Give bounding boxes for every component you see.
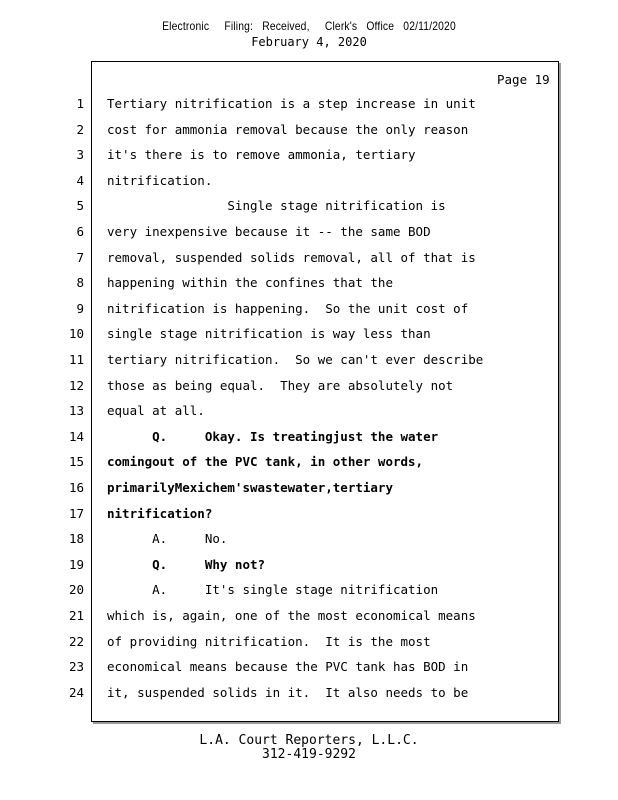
transcript-line: which is, again, one of the most economical means bbox=[107, 608, 476, 623]
line-number: 11 bbox=[68, 352, 84, 367]
line-number: 3 bbox=[76, 147, 84, 162]
transcript-line: Tertiary nitrification is a step increase in unit bbox=[107, 96, 476, 111]
reporter-phone: 312-419-9292 bbox=[262, 747, 356, 762]
transcript-line: Q. Why not? bbox=[107, 557, 266, 572]
line-number: 16 bbox=[68, 480, 84, 495]
filing-stamp: Electronic Filing: Received, Clerk's Office 02/11/2020 bbox=[162, 19, 456, 33]
line-number: 21 bbox=[68, 608, 84, 623]
line-number: 15 bbox=[68, 454, 84, 469]
line-number: 12 bbox=[68, 378, 84, 393]
line-number: 20 bbox=[68, 582, 84, 597]
line-number: 9 bbox=[76, 301, 84, 316]
transcript-line: those as being equal. They are absolutely not bbox=[107, 378, 454, 393]
line-number: 18 bbox=[68, 531, 84, 546]
line-number: 24 bbox=[68, 685, 84, 700]
transcript-line: very inexpensive because it -- the same BOD bbox=[107, 224, 431, 239]
transcript-line: comingout of the PVC tank, in other words, bbox=[107, 454, 424, 469]
transcript-line: primarilyMexichem'swastewater,tertiary bbox=[107, 480, 393, 495]
transcript-line: happening within the confines that the bbox=[107, 275, 393, 290]
transcript-line: nitrification is happening. So the unit cost of bbox=[107, 301, 469, 316]
transcript-line: A. It's single stage nitrification bbox=[107, 582, 439, 597]
line-number: 5 bbox=[76, 198, 84, 213]
line-number: 7 bbox=[76, 250, 84, 265]
reporter-company: L.A. Court Reporters, L.L.C. bbox=[199, 733, 419, 748]
transcript-line: it, suspended solids in it. It also needs to be bbox=[107, 685, 469, 700]
transcript-line: tertiary nitrification. So we can't ever describe bbox=[107, 352, 484, 367]
transcript-line: A. No. bbox=[107, 531, 228, 546]
line-number: 13 bbox=[68, 403, 84, 418]
transcript-line: Single stage nitrification is bbox=[107, 198, 446, 213]
transcript-line: nitrification. bbox=[107, 173, 213, 188]
transcript-line: of providing nitrification. It is the most bbox=[107, 634, 431, 649]
line-number: 23 bbox=[68, 659, 84, 674]
line-number: 19 bbox=[68, 557, 84, 572]
line-number: 17 bbox=[68, 506, 84, 521]
line-number: 4 bbox=[76, 173, 84, 188]
line-number: 6 bbox=[76, 224, 84, 239]
line-number: 22 bbox=[68, 634, 84, 649]
transcript-line: single stage nitrification is way less than bbox=[107, 326, 431, 341]
page-number: Page 19 bbox=[497, 72, 550, 87]
line-number: 10 bbox=[68, 326, 84, 341]
transcript-line: equal at all. bbox=[107, 403, 205, 418]
transcript-line: it's there is to remove ammonia, tertiary bbox=[107, 147, 416, 162]
transcript-line: nitrification? bbox=[107, 506, 213, 521]
transcript-line: economical means because the PVC tank has BOD in bbox=[107, 659, 469, 674]
deposition-date: February 4, 2020 bbox=[251, 35, 367, 49]
line-number: 8 bbox=[76, 275, 84, 290]
line-number: 1 bbox=[76, 96, 84, 111]
transcript-line: removal, suspended solids removal, all of that is bbox=[107, 250, 476, 265]
line-number: 2 bbox=[76, 122, 84, 137]
transcript-line: Q. Okay. Is treatingjust the water bbox=[107, 429, 439, 444]
transcript-line: cost for ammonia removal because the only reason bbox=[107, 122, 469, 137]
line-number: 14 bbox=[68, 429, 84, 444]
